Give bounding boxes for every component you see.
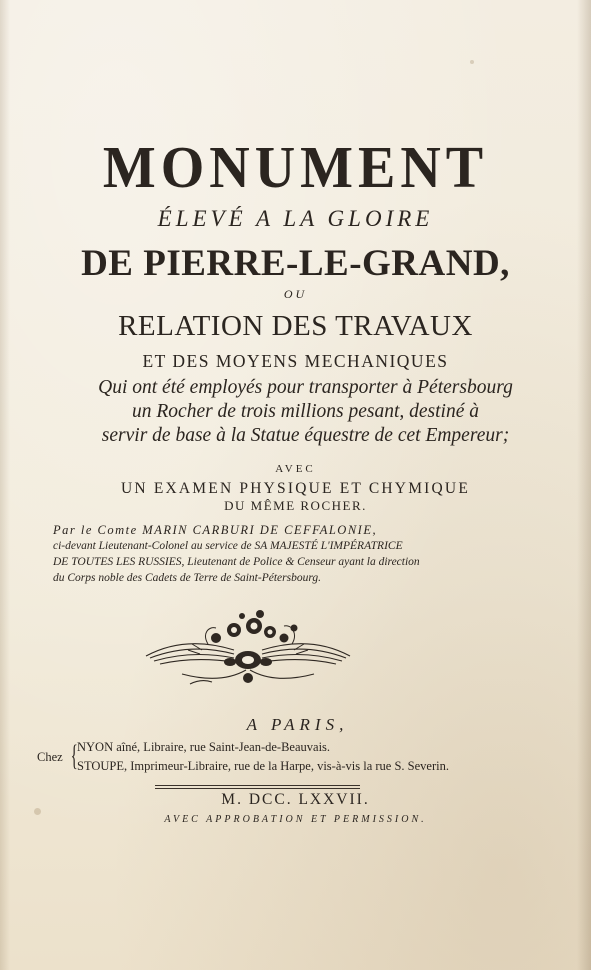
description-block <box>0 376 591 448</box>
or-line: OU <box>283 287 308 301</box>
city-line: A PARIS, <box>246 715 349 734</box>
dedicatee-line: DE PIERRE-LE-GRAND, <box>81 243 510 284</box>
top-rule <box>155 785 360 786</box>
author-line: Par le Comte MARIN CARBURI DE CEFFALONIE, <box>53 523 378 537</box>
description-line: servir de base à la Statue équestre de cet Empereur; <box>101 425 510 446</box>
brace-icon: { <box>70 739 78 772</box>
avec-line: AVEC <box>275 463 316 475</box>
meme-line: DU MÊME ROCHER. <box>224 498 367 513</box>
top-rule-thin <box>155 788 360 789</box>
moyens-line: ET DES MOYENS MECHANIQUES <box>142 351 449 371</box>
approbation-line: AVEC APPROBATION ET PERMISSION. <box>164 814 427 825</box>
paper-stain <box>470 60 474 64</box>
book-title: MONUMENT <box>102 135 489 201</box>
examen-line: UN EXAMEN PHYSIQUE ET CHYMIQUE <box>120 480 470 497</box>
description-line: Qui ont été employés pour transporter à Pétersbourg <box>98 377 513 398</box>
author-line: du Corps noble des Cadets de Terre de Saint-Pétersbourg. <box>53 572 321 584</box>
author-line: ci-devant Lieutenant-Colonel au service de SA MAJESTÉ L'IMPÉRATRICE <box>53 540 403 552</box>
publisher-line: STOUPE, Imprimeur-Libraire, rue de la Harpe, vis-à-vis la rue S. Severin. <box>77 759 449 773</box>
floral-ornament-icon <box>142 604 354 690</box>
author-block <box>53 522 561 586</box>
book-subtitle: ÉLEVÉ A LA GLOIRE <box>157 206 434 231</box>
chez-label: Chez <box>37 750 63 764</box>
publisher-line: NYON aîné, Libraire, rue Saint-Jean-de-Beauvais. <box>77 740 331 754</box>
description-line: un Rocher de trois millions pesant, destiné à <box>132 401 479 422</box>
relation-line: RELATION DES TRAVAUX <box>118 310 473 342</box>
author-line: DE TOUTES LES RUSSIES, Lieutenant de Police & Censeur ayant la direction <box>53 556 420 568</box>
publication-year: M. DCC. LXXVII. <box>221 791 370 808</box>
